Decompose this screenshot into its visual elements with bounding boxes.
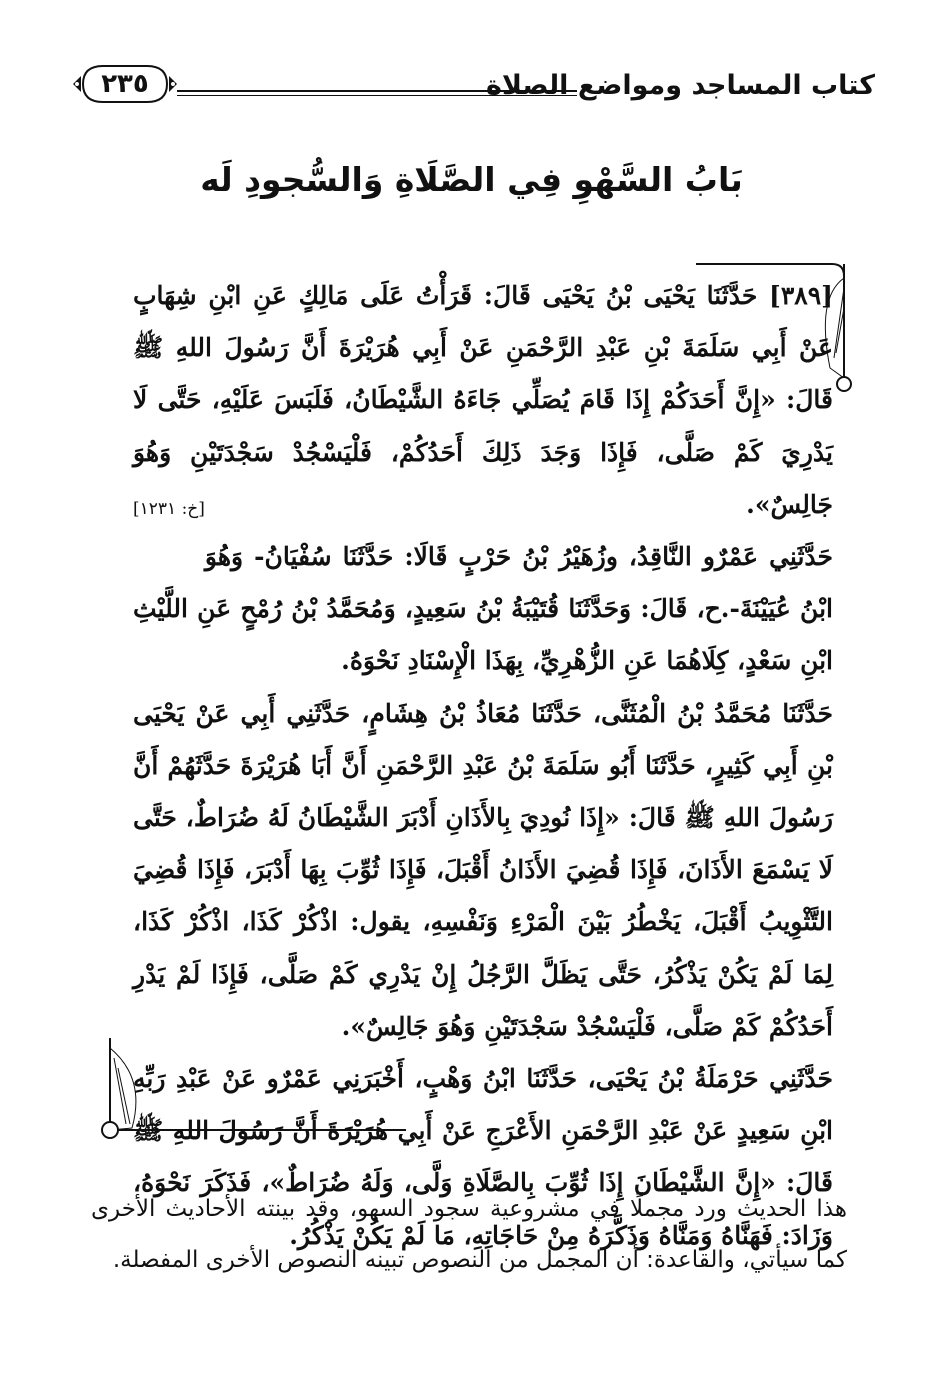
hadith-text: حَدَّثَنَا مُحَمَّدُ بْنُ الْمُثَنَّى، حَدَّثَنَا مُعَاذُ بْنُ هِشَامٍ، حَدَّثَنِي أَبِي عَنْ يَحْيَى بْنِ أَبِي كَثِيرٍ، حَدَّثَنَا أَبُو سَلَمَةَ بْنُ عَبْدِ الرَّحْمَنِ أَنَّ أَبَا هُرَيْرَةَ حَدَّثَهُمْ أَنَّ رَسُولَ اللهِ ﷺ قَالَ: «إِذَا نُودِيَ بِالأَذَانِ أَدْبَرَ الشَّيْطَانُ لَهُ ضُرَاطٌ، حَتَّى لَا يَسْمَعَ الأَذَانَ، فَإِذَا قُضِيَ الأَذَانُ أَقْبَلَ، فَإِذَا ثُوِّبَ بِهَا أَدْبَرَ، فَإِذَا قُضِيَ التَّثْوِيبُ أَقْبَلَ، يَخْطُرُ بَيْنَ الْمَرْءِ وَنَفْسِهِ، يقول: اذْكُرْ كَذَا، اذْكُرْ كَذَا، لِمَا لَمْ يَكُنْ يَذْكُرُ، حَتَّى يَظَلَّ الرَّجُلُ إِنْ يَدْرِي كَمْ صَلَّى، فَإِذَا لَمْ يَدْرِ أَحَدُكُمْ كَمْ صَلَّى، فَلْيَسْجُدْ سَجْدَتَيْنِ وَهُوَ جَالِسٌ». (133, 698, 833, 1041)
hadith-text-block (133, 270, 833, 1262)
commentary-paragraph: هذا الحديث ورد مجملًا في مشروعية سجود السهو، وقد بينته الأحاديث الأخرى كما سيأتي، والقاعدة: أن المجمل من النصوص تبينه النصوص الأخرى المفصلة. (91, 1196, 847, 1273)
bukhari-reference: [خ: ١٢٣١] (133, 498, 205, 519)
header-rule (177, 90, 577, 92)
page-number: ٢٣٥ (101, 69, 149, 99)
hadith-text: حَدَّثَنِي حَرْمَلَةُ بْنُ يَحْيَى، حَدَّثَنَا ابْنُ وَهْبٍ، أَخْبَرَنِي عَمْرٌو عَنْ عَبْدِ رَبِّهِ ابْنِ سَعِيدٍ عَنْ عَبْدِ الرَّحْمَنِ الأَعْرَجِ عَنْ أَبِي هُرَيْرَةَ أَنَّ رَسُولَ اللهِ ﷺ قَالَ: «إِنَّ الشَّيْطَانَ إِذَا ثُوِّبَ بِالصَّلَاةِ وَلَّى، وَلَهُ ضُرَاطٌ»، فَذَكَرَ نَحْوَهُ، وَزَادَ: فَهَنَّاهُ وَمَنَّاهُ وَذَكَّرَهُ مِنْ حَاجَاتِهِ، مَا لَمْ يَكُنْ يَذْكُرُ. (133, 1064, 833, 1250)
hadith-text: حَدَّثَنِي عَمْرٌو النَّاقِدُ، وزُهَيْرُ بْنُ حَرْبٍ قَالَا: حَدَّثَنَا سُفْيَانُ- وَهُوَ ابْنُ عُيَيْنَةَ-.ح، قَالَ: وَحَدَّثَنَا قُتَيْبَةُ بْنُ سَعِيدٍ، وَمُحَمَّدُ بْنُ رُمْحٍ عَنِ اللَّيْثِ ابْنِ سَعْدٍ، كِلَاهُمَا عَنِ الزُّهْرِيِّ، بِهَذَا الْإِسْنَادِ نَحْوَهُ. (133, 542, 833, 676)
book-title: كتاب المساجد ومواضع الصلاة (485, 70, 875, 101)
commentary-block (91, 1184, 847, 1286)
chapter-title: بَابُ السَّهْوِ فِي الصَّلَاةِ وَالسُّجودِ لَه (200, 160, 743, 199)
header-rule-thin (177, 95, 577, 96)
hadith-chain-3 (133, 688, 833, 1053)
running-header (55, 62, 875, 110)
hadith-text: [٣٨٩] حَدَّثَنَا يَحْيَى بْنُ يَحْيَى قَالَ: قَرَأْتُ عَلَى مَالِكٍ عَنِ ابْنِ شِهَابٍ عَنْ أَبِي سَلَمَةَ بْنِ عَبْدِ الرَّحْمَنِ عَنْ أَبِي هُرَيْرَةَ أَنَّ رَسُولَ اللهِ ﷺ قَالَ: «إِنَّ أَحَدَكُمْ إِذَا قَامَ يُصَلِّي جَاءَهُ الشَّيْطَانُ، فَلَبَسَ عَلَيْهِ، حَتَّى لَا يَدْرِيَ كَمْ صَلَّى، فَإِذَا وَجَدَ ذَلِكَ أَحَدُكُمْ، فَلْيَسْجُدْ سَجْدَتَيْنِ وَهُوَ جَالِسٌ». (133, 281, 833, 519)
hadith-chain-2 (133, 531, 833, 688)
hadith-389 (133, 270, 833, 531)
